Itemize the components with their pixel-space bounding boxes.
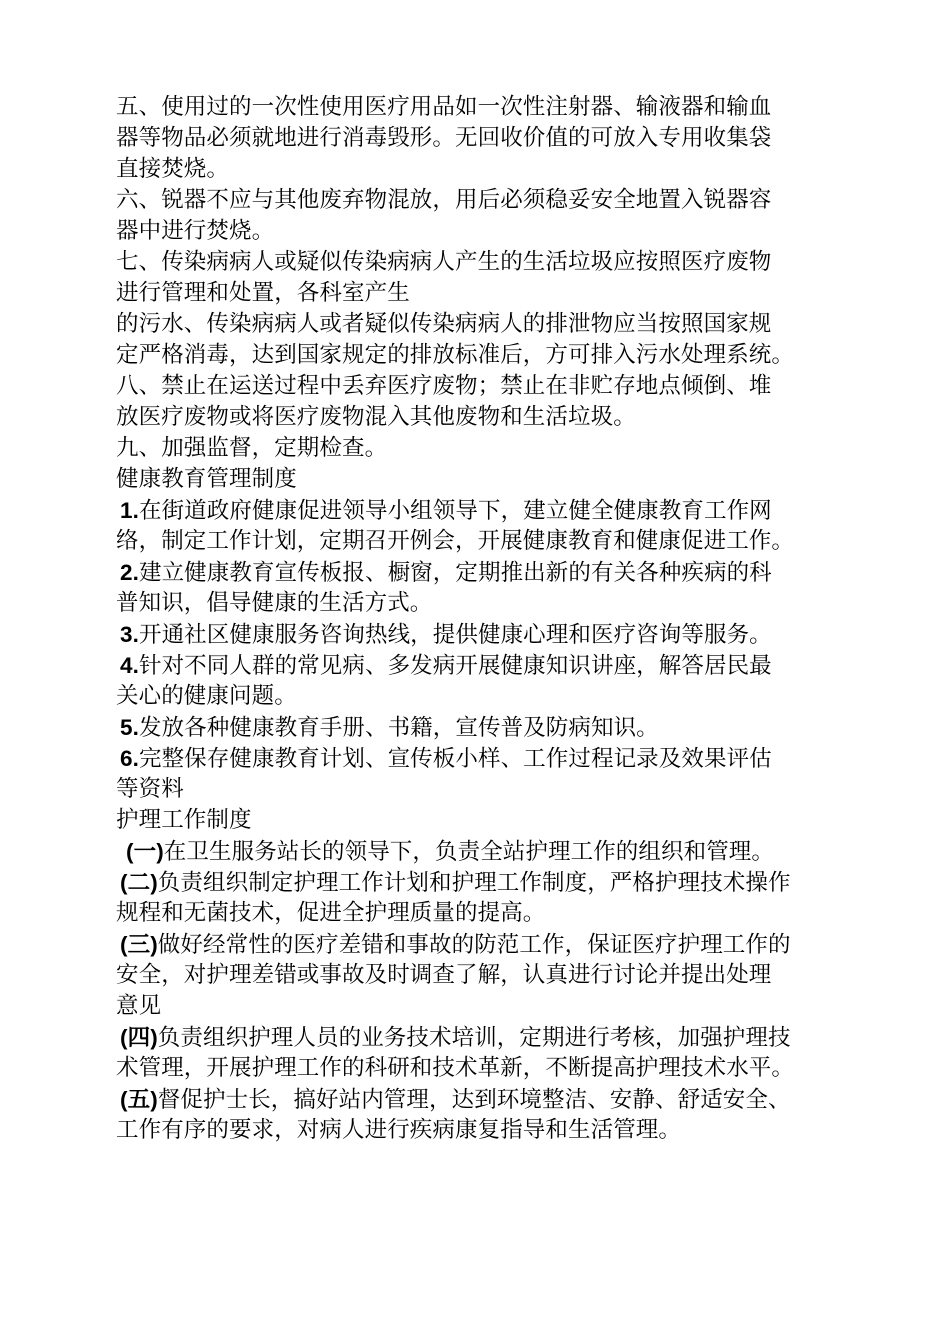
item-number: 6.	[120, 746, 139, 771]
list-item	[116, 836, 838, 867]
item-number: (四)	[120, 1025, 158, 1050]
list-item	[116, 712, 838, 743]
text-line: 术管理，开展护理工作的科研和技术革新，不断提高护理技术水平。	[116, 1055, 795, 1081]
item-number: (二)	[120, 870, 158, 895]
text-line: 工作有序的要求，对病人进行疾病康复指导和生活管理。	[116, 1117, 682, 1143]
list-item	[116, 619, 838, 650]
item-text: 开通社区健康服务咨询热线，提供健康心理和医疗咨询等服务。	[138, 622, 772, 648]
item-text: 针对不同人群的常见病、多发病开展健康知识讲座，解答居民最	[138, 653, 772, 679]
document-body	[116, 92, 838, 1146]
item-text: 负责组织护理人员的业务技术培训，定期进行考核，加强护理技	[157, 1025, 791, 1051]
list-item	[116, 867, 838, 898]
list-item	[116, 495, 838, 526]
text-line: 器中进行焚烧。	[116, 218, 275, 244]
item-text: 负责组织制定护理工作计划和护理工作制度，严格护理技术操作	[157, 870, 791, 896]
section-title: 护理工作制度	[116, 807, 252, 833]
item-number: 4.	[120, 653, 139, 678]
item-number: 1.	[120, 498, 139, 523]
list-item	[116, 743, 838, 774]
text-line: 放医疗废物或将医疗废物混入其他废物和生活垃圾。	[116, 404, 636, 430]
text-line: 等资料	[116, 776, 184, 802]
list-item	[116, 1084, 838, 1115]
list-item	[116, 557, 838, 588]
text-line: 直接焚烧。	[116, 156, 230, 182]
text-line: 普知识，倡导健康的生活方式。	[116, 590, 433, 616]
list-item	[116, 929, 838, 960]
item-text: 在街道政府健康促进领导小组领导下，建立健全健康教育工作网	[138, 498, 772, 524]
item-text: 建立健康教育宣传板报、橱窗，定期推出新的有关各种疾病的科	[138, 560, 772, 586]
text-line: 安全，对护理差错或事故及时调查了解，认真进行讨论并提出处理	[116, 962, 772, 988]
text-line: 的污水、传染病病人或者疑似传染病病人的排泄物应当按照国家规	[116, 311, 772, 337]
item-number: (五)	[120, 1087, 158, 1112]
text-line: 进行管理和处置，各科室产生	[116, 280, 410, 306]
text-line: 六、锐器不应与其他废弃物混放，用后必须稳妥安全地置入锐器容	[116, 187, 772, 213]
text-line: 定严格消毒，达到国家规定的排放标准后，方可排入污水处理系统。	[116, 342, 795, 368]
item-text: 发放各种健康教育手册、书籍，宣传普及防病知识。	[138, 715, 659, 741]
item-number: (三)	[120, 932, 158, 957]
text-line: 意见	[116, 993, 162, 1019]
list-item	[116, 1022, 838, 1053]
item-text: 完整保存健康教育计划、宣传板小样、工作过程记录及效果评估	[138, 746, 772, 772]
item-text: 做好经常性的医疗差错和事故的防范工作，保证医疗护理工作的	[157, 932, 791, 958]
text-line: 五、使用过的一次性使用医疗用品如一次性注射器、输液器和输血	[116, 94, 772, 120]
list-item	[116, 650, 838, 681]
item-number: 5.	[120, 715, 139, 740]
text-line: 规程和无菌技术，促进全护理质量的提高。	[116, 900, 546, 926]
item-text: 督促护士长，搞好站内管理，达到环境整洁、安静、舒适安全、	[157, 1087, 791, 1113]
text-line: 八、禁止在运送过程中丢弃医疗废物；禁止在非贮存地点倾倒、堆	[116, 373, 772, 399]
text-line: 络，制定工作计划，定期召开例会，开展健康教育和健康促进工作。	[116, 528, 795, 554]
text-line: 九、加强监督，定期检查。	[116, 435, 388, 461]
item-number: 2.	[120, 560, 139, 585]
text-line: 器等物品必须就地进行消毒毁形。无回收价值的可放入专用收集袋	[116, 125, 772, 151]
section-title: 健康教育管理制度	[116, 466, 297, 492]
item-text: 在卫生服务站长的领导下，负责全站护理工作的组织和管理。	[163, 839, 774, 865]
text-line: 关心的健康问题。	[116, 683, 297, 709]
item-number: 3.	[120, 622, 139, 647]
text-line: 七、传染病病人或疑似传染病病人产生的生活垃圾应按照医疗废物	[116, 249, 772, 275]
item-number: (一)	[126, 839, 164, 864]
